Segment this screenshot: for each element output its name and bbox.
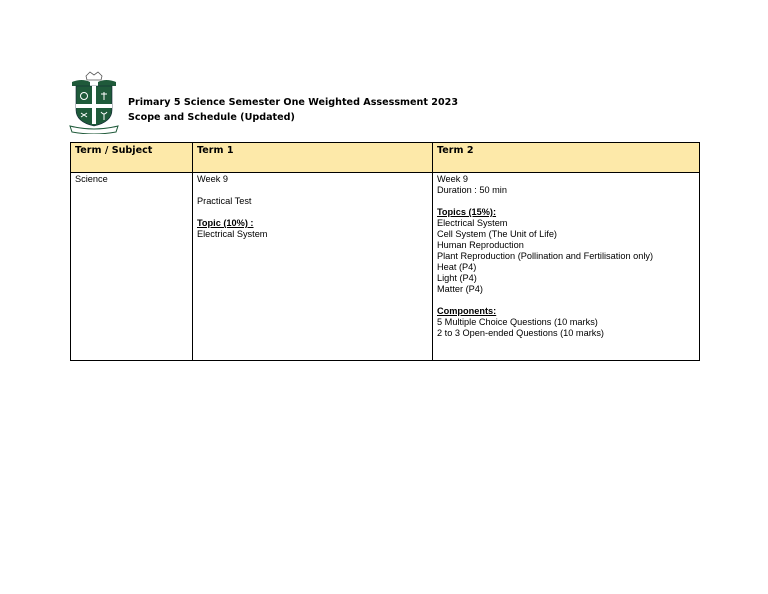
schedule-table <box>70 142 700 361</box>
header-term-1: Term 1 <box>193 143 433 173</box>
term1-topic: Electrical System <box>197 229 268 239</box>
cell-term-2 <box>433 173 700 361</box>
term1-week: Week 9 <box>197 174 228 184</box>
table-row <box>71 173 700 361</box>
term2-component: 2 to 3 Open-ended Questions (10 marks) <box>437 328 604 338</box>
term2-components-heading: Components: <box>437 306 497 316</box>
term1-topic-heading: Topic (10%) : <box>197 218 254 228</box>
table-header-row <box>71 143 700 173</box>
term2-topic: Cell System (The Unit of Life) <box>437 229 557 239</box>
cell-term-1 <box>193 173 433 361</box>
term2-topics-heading: Topics (15%): <box>437 207 497 217</box>
title-line-1: Primary 5 Science Semester One Weighted Assessment 2023 <box>128 97 459 108</box>
cell-subject <box>71 173 193 361</box>
header-term-subject: Term / Subject <box>71 143 193 173</box>
term2-duration: Duration : 50 min <box>437 185 507 195</box>
term2-week: Week 9 <box>437 174 468 184</box>
header-term-2: Term 2 <box>433 143 700 173</box>
subject-name: Science <box>75 174 108 184</box>
term2-topic: Heat (P4) <box>437 262 477 272</box>
term2-topic: Electrical System <box>437 218 508 228</box>
term2-topic: Plant Reproduction (Pollination and Fertilisation only) <box>437 251 654 261</box>
term2-topic: Human Reproduction <box>437 240 524 250</box>
title-line-2: Scope and Schedule (Updated) <box>128 112 295 123</box>
school-crest-icon <box>68 70 120 134</box>
term1-test: Practical Test <box>197 196 252 206</box>
term2-component: 5 Multiple Choice Questions (10 marks) <box>437 317 598 327</box>
term2-topic: Matter (P4) <box>437 284 483 294</box>
document-title <box>128 95 458 125</box>
term2-topic: Light (P4) <box>437 273 477 283</box>
